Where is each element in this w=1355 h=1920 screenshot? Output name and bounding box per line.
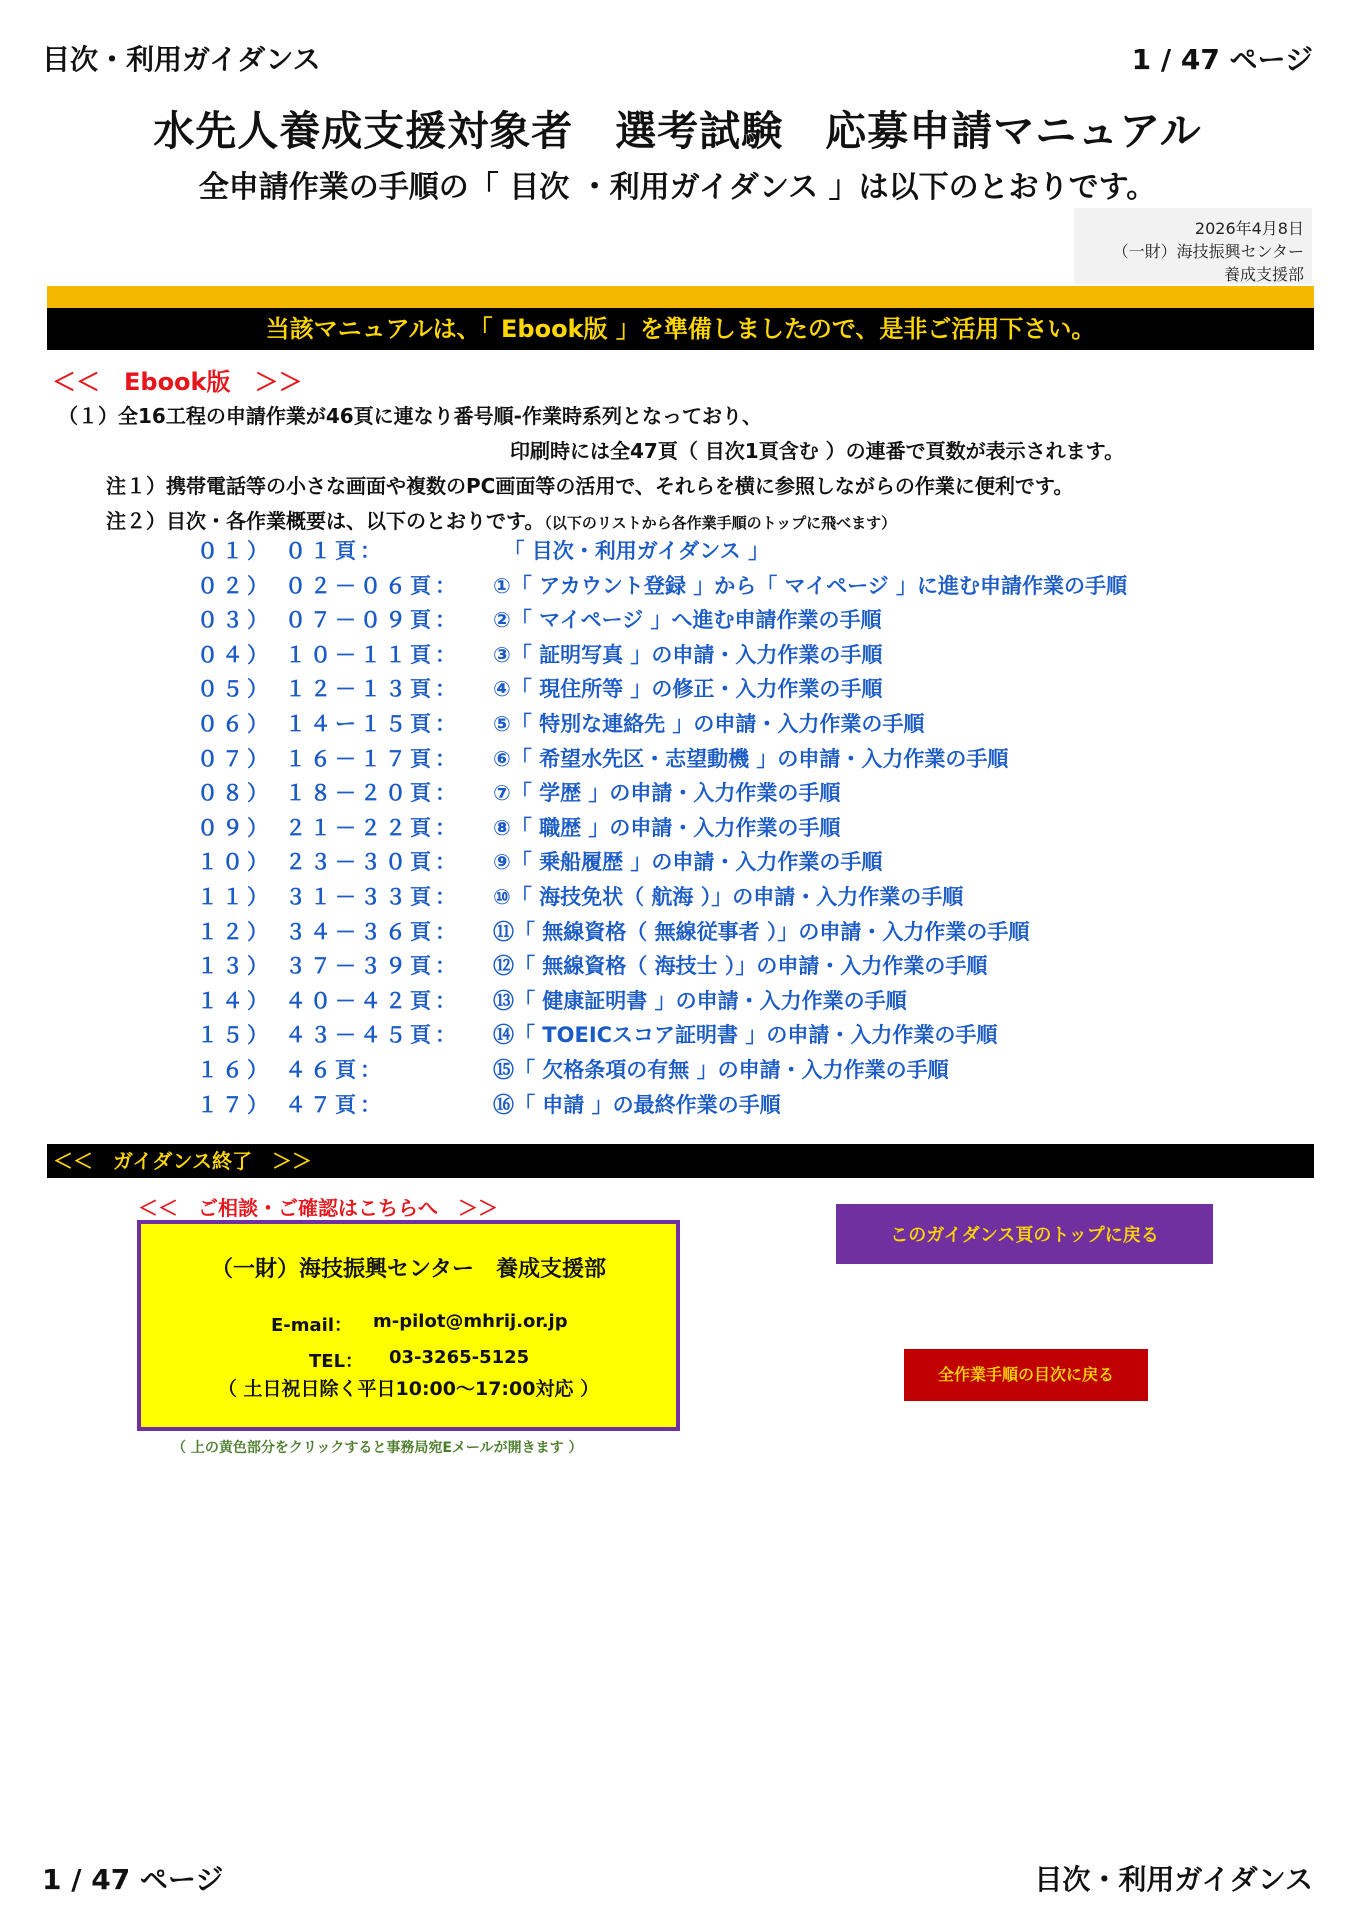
- toc-row: [197, 916, 1197, 950]
- toc-title: ③「 証明写真 」の申請・入力作業の手順: [493, 642, 883, 667]
- ebook-banner: 当該マニュアルは、「 Ebook版 」を準備しましたので、是非ご活用下さい。: [47, 308, 1314, 350]
- issuer-box: [1074, 208, 1312, 284]
- toc-link[interactable]: [197, 643, 882, 667]
- issue-date: 2026年4月8日: [1194, 219, 1304, 238]
- page-subtitle: 全申請作業の手順の「 目次 ・利用ガイダンス 」は以下のとおりです。: [198, 170, 1157, 205]
- header-page-indicator: 1 / 47 ページ: [1131, 43, 1313, 76]
- toc-title: ⑩「 海技免状（ 航海 ）」の申請・入力作業の手順: [493, 885, 964, 909]
- note-2-text: 注２）目次・各作業概要は、以下のとおりです。: [106, 509, 545, 533]
- toc-number: ０９）: [197, 815, 272, 840]
- toc-number: ０２）: [197, 573, 272, 598]
- toc-pages: ４０－４２頁：: [285, 988, 460, 1013]
- toc-title: ⑮「 欠格条項の有無 」の申請・入力作業の手順: [493, 1058, 949, 1082]
- toc-title: ⑥「 希望水先区・志望動機 」の申請・入力作業の手順: [493, 746, 1009, 771]
- toc-title: ⑦「 学歴 」の申請・入力作業の手順: [493, 781, 841, 806]
- footer-page-indicator: 1 / 47 ページ: [42, 1863, 224, 1896]
- toc-link[interactable]: [197, 712, 924, 736]
- note-2: [106, 505, 896, 534]
- toc-link[interactable]: [197, 816, 840, 840]
- toc-number: １７）: [197, 1092, 272, 1117]
- footer-section-title: 目次・利用ガイダンス: [1034, 1863, 1313, 1896]
- toc-title: ②「 マイページ 」へ進む申請作業の手順: [493, 608, 882, 633]
- toc-pages: ２３－３０頁：: [285, 850, 460, 875]
- email-address: m-pilot@mhrij.or.jp: [373, 1311, 568, 1332]
- toc-title: ⑬「 健康証明書 」の申請・入力作業の手順: [493, 988, 907, 1013]
- ebook-section-label: ＜＜ Ebook版 ＞＞: [52, 368, 303, 396]
- intro-line-1: （１）全16工程の申請作業が46頁に連なり番号順-作業時系列となっており、: [58, 404, 762, 428]
- toc-link[interactable]: [197, 539, 769, 563]
- toc-number: １３）: [197, 954, 272, 979]
- toc-row: [197, 1089, 1197, 1123]
- toc-pages: ３１－３３頁：: [285, 885, 460, 909]
- toc-row: [197, 570, 1197, 604]
- contact-label: ＜＜ ご相談・ご確認はこちらへ ＞＞: [138, 1196, 498, 1220]
- toc-pages: ０７－０９頁：: [285, 608, 460, 633]
- header-section-title: 目次・利用ガイダンス: [42, 43, 321, 76]
- toc-link[interactable]: [197, 1058, 949, 1082]
- toc-row: [197, 812, 1197, 846]
- toc-link[interactable]: [197, 850, 882, 874]
- toc-pages: ４６頁：: [285, 1058, 385, 1082]
- toc-link[interactable]: [197, 1093, 781, 1117]
- toc-link[interactable]: [197, 1023, 997, 1047]
- toc-number: ０６）: [197, 712, 272, 736]
- tel-label: TEL：: [309, 1351, 364, 1372]
- toc-row: [197, 708, 1197, 742]
- toc-title: 「 目次・利用ガイダンス 」: [493, 539, 770, 563]
- toc-row: [197, 535, 1197, 569]
- toc-link[interactable]: [197, 677, 882, 701]
- toc-row: [197, 777, 1197, 811]
- issuer-dept: 養成支援部: [1223, 265, 1304, 284]
- toc-link[interactable]: [197, 747, 1008, 771]
- toc-pages: １８－２０頁：: [285, 781, 460, 806]
- toc-row: [197, 985, 1197, 1019]
- toc-title: ④「 現住所等 」の修正・入力作業の手順: [493, 677, 883, 702]
- toc-link[interactable]: [197, 920, 1029, 944]
- toc-number: １６）: [197, 1058, 272, 1082]
- toc-title: ⑫「 無線資格（ 海技士 ）」の申請・入力作業の手順: [493, 954, 988, 979]
- toc-row: [197, 846, 1197, 880]
- toc-link[interactable]: [197, 989, 907, 1013]
- toc-link[interactable]: [197, 781, 840, 805]
- toc-row: [197, 950, 1197, 984]
- note-1: 注１）携帯電話等の小さな画面や複数のPC画面等の活用で、それらを横に参照しながらの作業に便利です。: [106, 474, 1074, 498]
- toc-pages: ３７－３９頁：: [285, 954, 460, 979]
- toc-number: ０４）: [197, 642, 272, 667]
- toc-row: [197, 881, 1197, 915]
- toc-number: ０１）: [197, 539, 272, 563]
- tel-number: 03-3265-5125: [389, 1347, 530, 1368]
- toc-title: ⑪「 無線資格（ 無線従事者 ）」の申請・入力作業の手順: [493, 919, 1030, 944]
- toc-pages: １０－１１頁：: [285, 642, 460, 667]
- contact-org: （一財）海技振興センター 養成支援部: [210, 1257, 607, 1282]
- gold-divider: [47, 286, 1314, 308]
- back-to-toc-button[interactable]: 全作業手順の目次に戻る: [904, 1349, 1148, 1401]
- contact-hours: （ 土日祝日除く平日10:00～17:00対応 ）: [217, 1378, 600, 1400]
- toc-number: １２）: [197, 919, 272, 944]
- toc-number: ０８）: [197, 781, 272, 806]
- toc-row: [197, 673, 1197, 707]
- toc-row: [197, 743, 1197, 777]
- toc-number: １５）: [197, 1023, 272, 1048]
- toc-number: １０）: [197, 850, 272, 875]
- toc-pages: ０１頁：: [285, 539, 385, 563]
- toc-title: ①「 アカウント登録 」から「 マイページ 」に進む申請作業の手順: [493, 573, 1127, 598]
- back-to-top-button[interactable]: このガイダンス頁のトップに戻る: [836, 1204, 1213, 1264]
- toc-pages: ２１－２２頁：: [285, 815, 460, 840]
- contact-email-box[interactable]: [137, 1220, 680, 1431]
- toc-title: ⑨「 乗船履歴 」の申請・入力作業の手順: [493, 850, 883, 875]
- issuer-org: （一財）海技振興センター: [1112, 242, 1304, 261]
- toc-pages: １６－１７頁：: [285, 746, 460, 771]
- toc-title: ⑯「 申請 」の最終作業の手順: [493, 1092, 781, 1117]
- toc-pages: ４３－４５頁：: [285, 1023, 460, 1048]
- toc-number: ０７）: [197, 746, 272, 771]
- toc-pages: ０２－０６頁：: [285, 573, 460, 598]
- contact-note: （ 上の黄色部分をクリックすると事務局宛Eメールが開きます ）: [172, 1440, 583, 1456]
- toc-pages: ３４－３６頁：: [285, 919, 460, 944]
- toc-title: ⑭「 TOEICスコア証明書 」の申請・入力作業の手順: [493, 1023, 998, 1048]
- toc-title: ⑧「 職歴 」の申請・入力作業の手順: [493, 815, 841, 840]
- toc-row: [197, 1054, 1197, 1088]
- toc-pages: １４ー１５頁：: [285, 712, 460, 736]
- toc-link[interactable]: [197, 608, 882, 632]
- toc-number: ０３）: [197, 608, 272, 633]
- toc-link[interactable]: [197, 885, 963, 909]
- toc-pages: １２－１３頁：: [285, 677, 460, 702]
- toc-link[interactable]: [197, 954, 987, 978]
- intro-line-2: 印刷時には全47頁（ 目次1頁含む ）の連番で頁数が表示されます。: [510, 439, 1125, 463]
- guidance-end-bar: ＜＜ ガイダンス終了 ＞＞: [47, 1144, 1314, 1178]
- toc-row: [197, 604, 1197, 638]
- toc-pages: ４７頁：: [285, 1092, 385, 1117]
- toc-row: [197, 1019, 1197, 1053]
- note-2-small: （以下のリストから各作業手順のトップに飛べます）: [544, 514, 897, 532]
- toc-number: １４）: [197, 988, 272, 1013]
- toc-row: [197, 639, 1197, 673]
- email-label: E-mail：: [271, 1315, 353, 1336]
- toc-number: ０５）: [197, 677, 272, 702]
- toc-title: ⑤「 特別な連絡先 」の申請・入力作業の手順: [493, 712, 925, 736]
- toc-number: １１）: [197, 885, 272, 909]
- toc-link[interactable]: [197, 574, 1127, 598]
- page-title: 水先人養成支援対象者 選考試験 応募申請マニュアル: [153, 107, 1202, 155]
